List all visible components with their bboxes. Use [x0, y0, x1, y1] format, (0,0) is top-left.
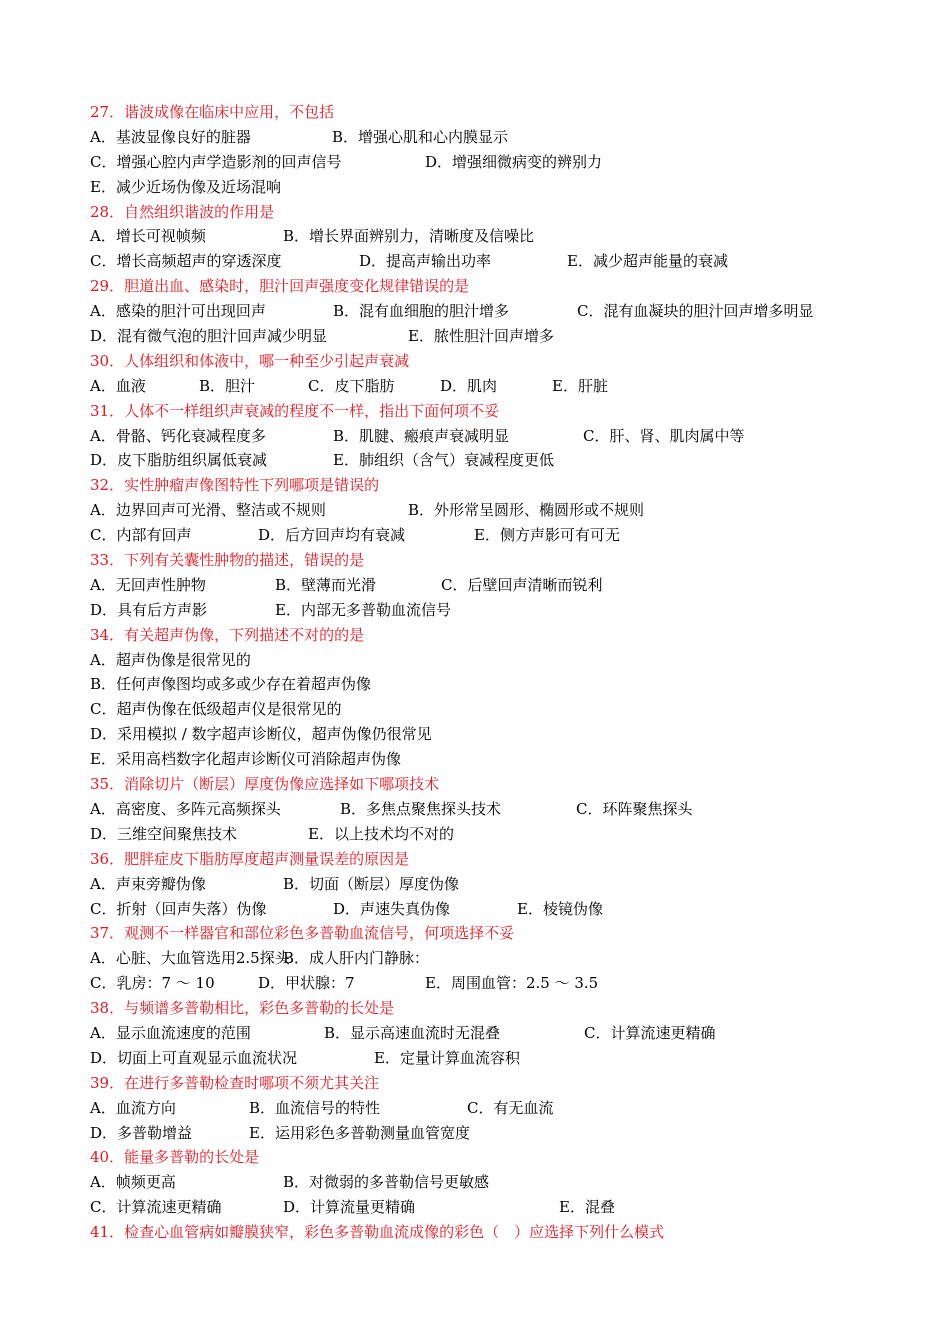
answer-option: D．后方回声均有衰减 — [258, 526, 406, 545]
option-line — [90, 249, 910, 274]
answer-option: E．混叠 — [559, 1198, 615, 1217]
answer-option: E．肝脏 — [552, 376, 608, 395]
question-stem: 40．能量多普勒的长处是 — [90, 1148, 260, 1167]
option-line — [90, 299, 910, 324]
question-stem: 39．在进行多普勒检查时哪项不须尤其关注 — [90, 1073, 380, 1092]
question-stem: 37．观测不一样器官和部位彩色多普勒血流信号，何项选择不妥 — [90, 924, 515, 943]
question-stem: 27．谐波成像在临床中应用，不包括 — [90, 103, 335, 121]
answer-option: B．成人肝内门静脉： — [283, 949, 430, 968]
answer-option: C．计算流速更精确 — [584, 1023, 716, 1042]
answer-option: D．增强细微病变的辨别力 — [425, 152, 603, 171]
option-line — [90, 971, 910, 996]
answer-option: B．任何声像图均或多或少存在着超声伪像 — [90, 675, 372, 694]
answer-option: E．采用高档数字化超声诊断仪可消除超声伪像 — [90, 750, 401, 769]
option-line — [90, 822, 910, 847]
option-line — [90, 598, 910, 623]
answer-option: D．切面上可直观显示血流状况 — [90, 1048, 298, 1067]
answer-option: A．显示血流速度的范围 — [90, 1023, 251, 1042]
answer-option: B．肌腱、瘢痕声衰减明显 — [333, 426, 510, 445]
answer-option: D．三维空间聚焦技术 — [90, 824, 238, 843]
option-line — [90, 747, 910, 772]
answer-option: A．骨骼、钙化衰减程度多 — [90, 426, 266, 445]
answer-option: A．增长可视帧频 — [90, 227, 206, 246]
option-line — [90, 1021, 910, 1046]
answer-option: A．基波显像良好的脏器 — [90, 127, 251, 146]
answer-option: E．侧方声影可有可无 — [474, 526, 620, 545]
answer-option: B．增长界面辨别力，清晰度及信噪比 — [283, 227, 535, 246]
option-line — [90, 697, 910, 722]
question-stem: 32．实性肿瘤声像图特性下列哪项是错误的 — [90, 476, 380, 495]
answer-option: C．皮下脂肪 — [308, 376, 395, 395]
answer-option: C．乳房：7 ～ 10 — [90, 974, 215, 993]
question-stem: 41．检查心血管病如瓣膜狭窄，彩色多普勒血流成像的彩色（ ）应选择下列什么模式 — [90, 1223, 665, 1242]
question-list — [90, 100, 910, 1245]
answer-option: E．减少近场伪像及近场混响 — [90, 177, 281, 196]
answer-option: A．感染的胆汁可出现回声 — [90, 302, 266, 321]
option-line — [90, 424, 910, 449]
option-line — [90, 648, 910, 673]
answer-option: A．声束旁瓣伪像 — [90, 874, 206, 893]
answer-option: B．胆汁 — [199, 376, 256, 395]
question-stem: 30．人体组织和体液中，哪一种至少引起声衰减 — [90, 351, 410, 370]
answer-option: E．肺组织（含气）衰减程度更低 — [333, 451, 554, 470]
option-line — [90, 374, 910, 399]
question-stem: 36．肥胖症皮下脂肪厚度超声测量误差的原因是 — [90, 849, 410, 868]
answer-option: E．内部无多普勒血流信号 — [275, 600, 451, 619]
answer-option: B．血流信号的特性 — [249, 1098, 381, 1117]
question-stem: 38．与频谱多普勒相比，彩色多普勒的长处是 — [90, 999, 395, 1018]
option-line — [90, 150, 910, 175]
question-stem: 28．自然组织谐波的作用是 — [90, 202, 275, 221]
answer-option: C．有无血流 — [467, 1098, 554, 1117]
answer-option: D．肌肉 — [440, 376, 498, 395]
option-line — [90, 722, 910, 747]
option-line — [90, 946, 910, 971]
answer-option: A．血液 — [90, 376, 146, 395]
answer-option: B．增强心肌和心内膜显示 — [332, 127, 509, 146]
answer-option: C．增长高频超声的穿透深度 — [90, 252, 282, 271]
answer-option: B．对微弱的多普勒信号更敏感 — [283, 1173, 490, 1192]
option-line — [90, 1096, 910, 1121]
option-line — [90, 498, 910, 523]
answer-option: D．混有微气泡的胆汁回声减少明显 — [90, 327, 328, 346]
option-line — [90, 573, 910, 598]
answer-option: E．以上技术均不对的 — [308, 824, 454, 843]
answer-option: C．肝、肾、肌肉属中等 — [583, 426, 745, 445]
answer-option: E．减少超声能量的衰减 — [567, 252, 728, 271]
answer-option: D．提高声输出功率 — [359, 252, 492, 271]
answer-option: C．后壁回声清晰而锐利 — [441, 575, 603, 594]
option-line — [90, 1046, 910, 1071]
answer-option: A．心脏、大血管选用2.5探头 — [90, 949, 290, 968]
answer-option: B．显示高速血流时无混叠 — [324, 1023, 501, 1042]
answer-option: D．多普勒增益 — [90, 1123, 193, 1142]
answer-option: D．皮下脂肪组织属低衰减 — [90, 451, 268, 470]
question-stem: 31．人体不一样组织声衰减的程度不一样，指出下面何项不妥 — [90, 401, 500, 420]
answer-option: B．外形常呈圆形、椭圆形或不规则 — [408, 501, 645, 520]
answer-option: C．折射（回声失落）伪像 — [90, 899, 267, 918]
answer-option: B．壁薄而光滑 — [275, 575, 377, 594]
option-line — [90, 797, 910, 822]
answer-option: C．内部有回声 — [90, 526, 192, 545]
option-line — [90, 125, 910, 150]
answer-option: D．计算流量更精确 — [283, 1198, 416, 1217]
answer-option: A．血流方向 — [90, 1098, 176, 1117]
answer-option: A．高密度、多阵元高频探头 — [90, 799, 281, 818]
option-line — [90, 175, 910, 200]
answer-option: D．具有后方声影 — [90, 600, 208, 619]
answer-option: B．切面（断层）厚度伪像 — [283, 874, 460, 893]
answer-option: C．环阵聚焦探头 — [576, 799, 693, 818]
answer-option: B．多焦点聚焦探头技术 — [340, 799, 502, 818]
answer-option: E．脓性胆汁回声增多 — [408, 327, 554, 346]
option-line — [90, 523, 910, 548]
option-line — [90, 324, 910, 349]
question-stem: 34．有关超声伪像，下列描述不对的的是 — [90, 625, 365, 644]
answer-option: A．帧频更高 — [90, 1173, 176, 1192]
option-line — [90, 224, 910, 249]
answer-option: E．运用彩色多普勒测量血管宽度 — [249, 1123, 470, 1142]
answer-option: D．声速失真伪像 — [333, 899, 451, 918]
option-line — [90, 448, 910, 473]
option-line — [90, 897, 910, 922]
answer-option: D．采用模拟 / 数字超声诊断仪，超声伪像仍很常见 — [90, 725, 432, 744]
question-stem: 29．胆道出血、感染时，胆汁回声强度变化规律错误的是 — [90, 277, 470, 296]
answer-option: A．边界回声可光滑、整洁或不规则 — [90, 501, 326, 520]
answer-option: E．周围血管：2.5 ～ 3.5 — [425, 974, 599, 993]
answer-option: C．增强心腔内声学造影剂的回声信号 — [90, 152, 342, 171]
answer-option: C．超声伪像在低级超声仪是很常见的 — [90, 700, 342, 719]
answer-option: B．混有血细胞的胆汁增多 — [333, 302, 510, 321]
option-line — [90, 1121, 910, 1146]
question-stem: 33．下列有关囊性肿物的描述，错误的是 — [90, 551, 365, 570]
answer-option: C．计算流速更精确 — [90, 1198, 222, 1217]
question-stem: 35．消除切片（断层）厚度伪像应选择如下哪项技术 — [90, 775, 440, 794]
answer-option: E．棱镜伪像 — [517, 899, 603, 918]
option-line — [90, 1195, 910, 1220]
answer-option: C．混有血凝块的胆汁回声增多明显 — [577, 302, 814, 321]
answer-option: D．甲状腺：7 — [258, 974, 355, 993]
answer-option: A．无回声性肿物 — [90, 575, 206, 594]
option-line — [90, 872, 910, 897]
option-line — [90, 672, 910, 697]
answer-option: A．超声伪像是很常见的 — [90, 650, 251, 669]
answer-option: E．定量计算血流容积 — [374, 1048, 520, 1067]
option-line — [90, 1170, 910, 1195]
